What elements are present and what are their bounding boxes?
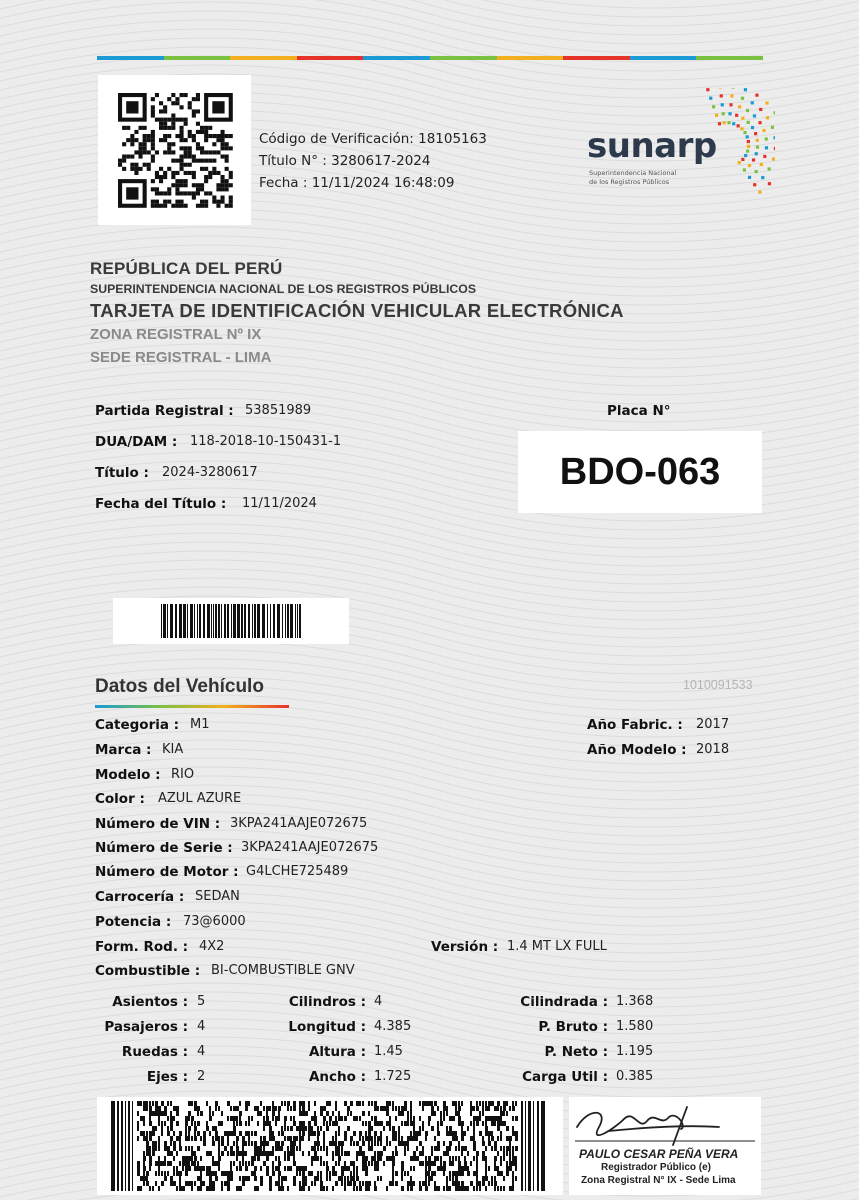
issue-date: Fecha : 11/11/2024 16:48:09 [259,175,455,191]
signature-block [569,1097,761,1195]
formrod-label: Form. Rod. : [95,939,189,955]
motor-value: G4LCHE725489 [246,864,349,879]
logo-subtitle-2: de los Registros Públicos [589,178,670,186]
republica-heading: REPÚBLICA DEL PERÚ [90,259,283,278]
handwritten-signature-icon [569,1097,761,1147]
cargautil-value: 0.385 [616,1069,654,1084]
anomod-value: 2018 [696,742,730,757]
modelo-value: RIO [171,767,195,782]
color-label: Color : [95,791,145,807]
anomod-label: Año Modelo : [587,742,687,758]
placa-label: Placa N° [607,403,671,419]
logo-subtitle-1: Superintendencia Nacional [589,169,677,177]
fecha-titulo-label: Fecha del Título : [95,496,227,512]
categoria-value: M1 [190,717,210,732]
potencia-value: 73@6000 [183,914,246,929]
verification-code: Código de Verificación: 18105163 [259,131,487,147]
marca-label: Marca : [95,742,152,758]
cilindros-value: 4 [374,994,383,1009]
serie-label: Número de Serie : [95,840,233,856]
cilindrada-label: Cilindrada : [520,994,608,1010]
small-barcode [113,598,349,644]
combustible-label: Combustible : [95,963,201,979]
title-number: Título N° : 3280617-2024 [259,153,431,169]
ruedas-label: Ruedas : [121,1044,188,1060]
titulo-label: Título : [95,465,149,481]
ancho-value: 1.725 [374,1069,412,1084]
altura-value: 1.45 [374,1044,403,1059]
anofab-label: Año Fabric. : [587,717,683,733]
signer-role: Registrador Público (e) [601,1162,712,1173]
ruedas-value: 4 [197,1044,206,1059]
sunarp-logo [585,88,775,198]
qr-code [98,75,251,225]
formrod-value: 4X2 [199,939,225,954]
ejes-value: 2 [197,1069,206,1084]
marca-value: KIA [162,742,184,757]
serie-value: 3KPA241AAJE072675 [241,840,379,855]
carroceria-label: Carrocería : [95,889,185,905]
fecha-titulo-value: 11/11/2024 [242,496,317,511]
ejes-label: Ejes : [146,1069,188,1085]
section-title: Datos del Vehículo [95,676,264,697]
pasajeros-label: Pasajeros : [104,1019,188,1035]
plate-box [518,431,762,513]
cilindros-label: Cilindros : [288,994,366,1010]
longitud-value: 4.385 [374,1019,412,1034]
anofab-value: 2017 [696,717,730,732]
modelo-label: Modelo : [95,767,161,783]
pdf417-barcode [97,1097,563,1195]
sede-registral: SEDE REGISTRAL - LIMA [90,349,272,366]
combustible-value: BI-COMBUSTIBLE GNV [211,963,355,978]
pbruto-value: 1.580 [616,1019,654,1034]
logo-wordmark: sunarp [587,126,717,166]
cilindrada-value: 1.368 [616,994,654,1009]
partida-label: Partida Registral : [95,403,234,419]
dua-label: DUA/DAM : [95,434,178,450]
signer-zone: Zona Registral N° IX - Sede Lima [581,1175,736,1186]
plate-number: BDO-063 [559,450,721,493]
asientos-value: 5 [197,994,206,1009]
asientos-label: Asientos : [112,994,188,1010]
dua-value: 118-2018-10-150431-1 [190,434,342,449]
carroceria-value: SEDAN [195,889,240,904]
version-value: 1.4 MT LX FULL [507,939,607,954]
cargautil-label: Carga Util : [522,1069,608,1085]
altura-label: Altura : [308,1044,366,1060]
categoria-label: Categoria : [95,717,180,733]
pneto-value: 1.195 [616,1044,654,1059]
potencia-label: Potencia : [95,914,172,930]
ancho-label: Ancho : [308,1069,366,1085]
titulo-value: 2024-3280617 [162,465,258,480]
color-value: AZUL AZURE [158,791,242,806]
serial-number: 1010091533 [683,678,753,692]
zona-registral: ZONA REGISTRAL Nº IX [90,326,262,343]
vin-label: Número de VIN : [95,816,221,832]
version-label: Versión : [431,939,499,955]
motor-label: Número de Motor : [95,864,239,880]
pneto-label: P. Neto : [544,1044,608,1060]
pbruto-label: P. Bruto : [538,1019,608,1035]
vin-value: 3KPA241AAJE072675 [230,816,368,831]
section-underline [95,705,289,708]
superintendencia-heading: SUPERINTENDENCIA NACIONAL DE LOS REGISTROS PÚBLICOS [90,282,477,296]
color-bar [97,56,763,60]
longitud-label: Longitud : [288,1019,366,1035]
partida-value: 53851989 [245,403,312,418]
pasajeros-value: 4 [197,1019,206,1034]
document-title: TARJETA DE IDENTIFICACIÓN VEHICULAR ELECTRÓNICA [90,300,624,321]
signer-name: PAULO CESAR PEÑA VERA [579,1147,739,1161]
